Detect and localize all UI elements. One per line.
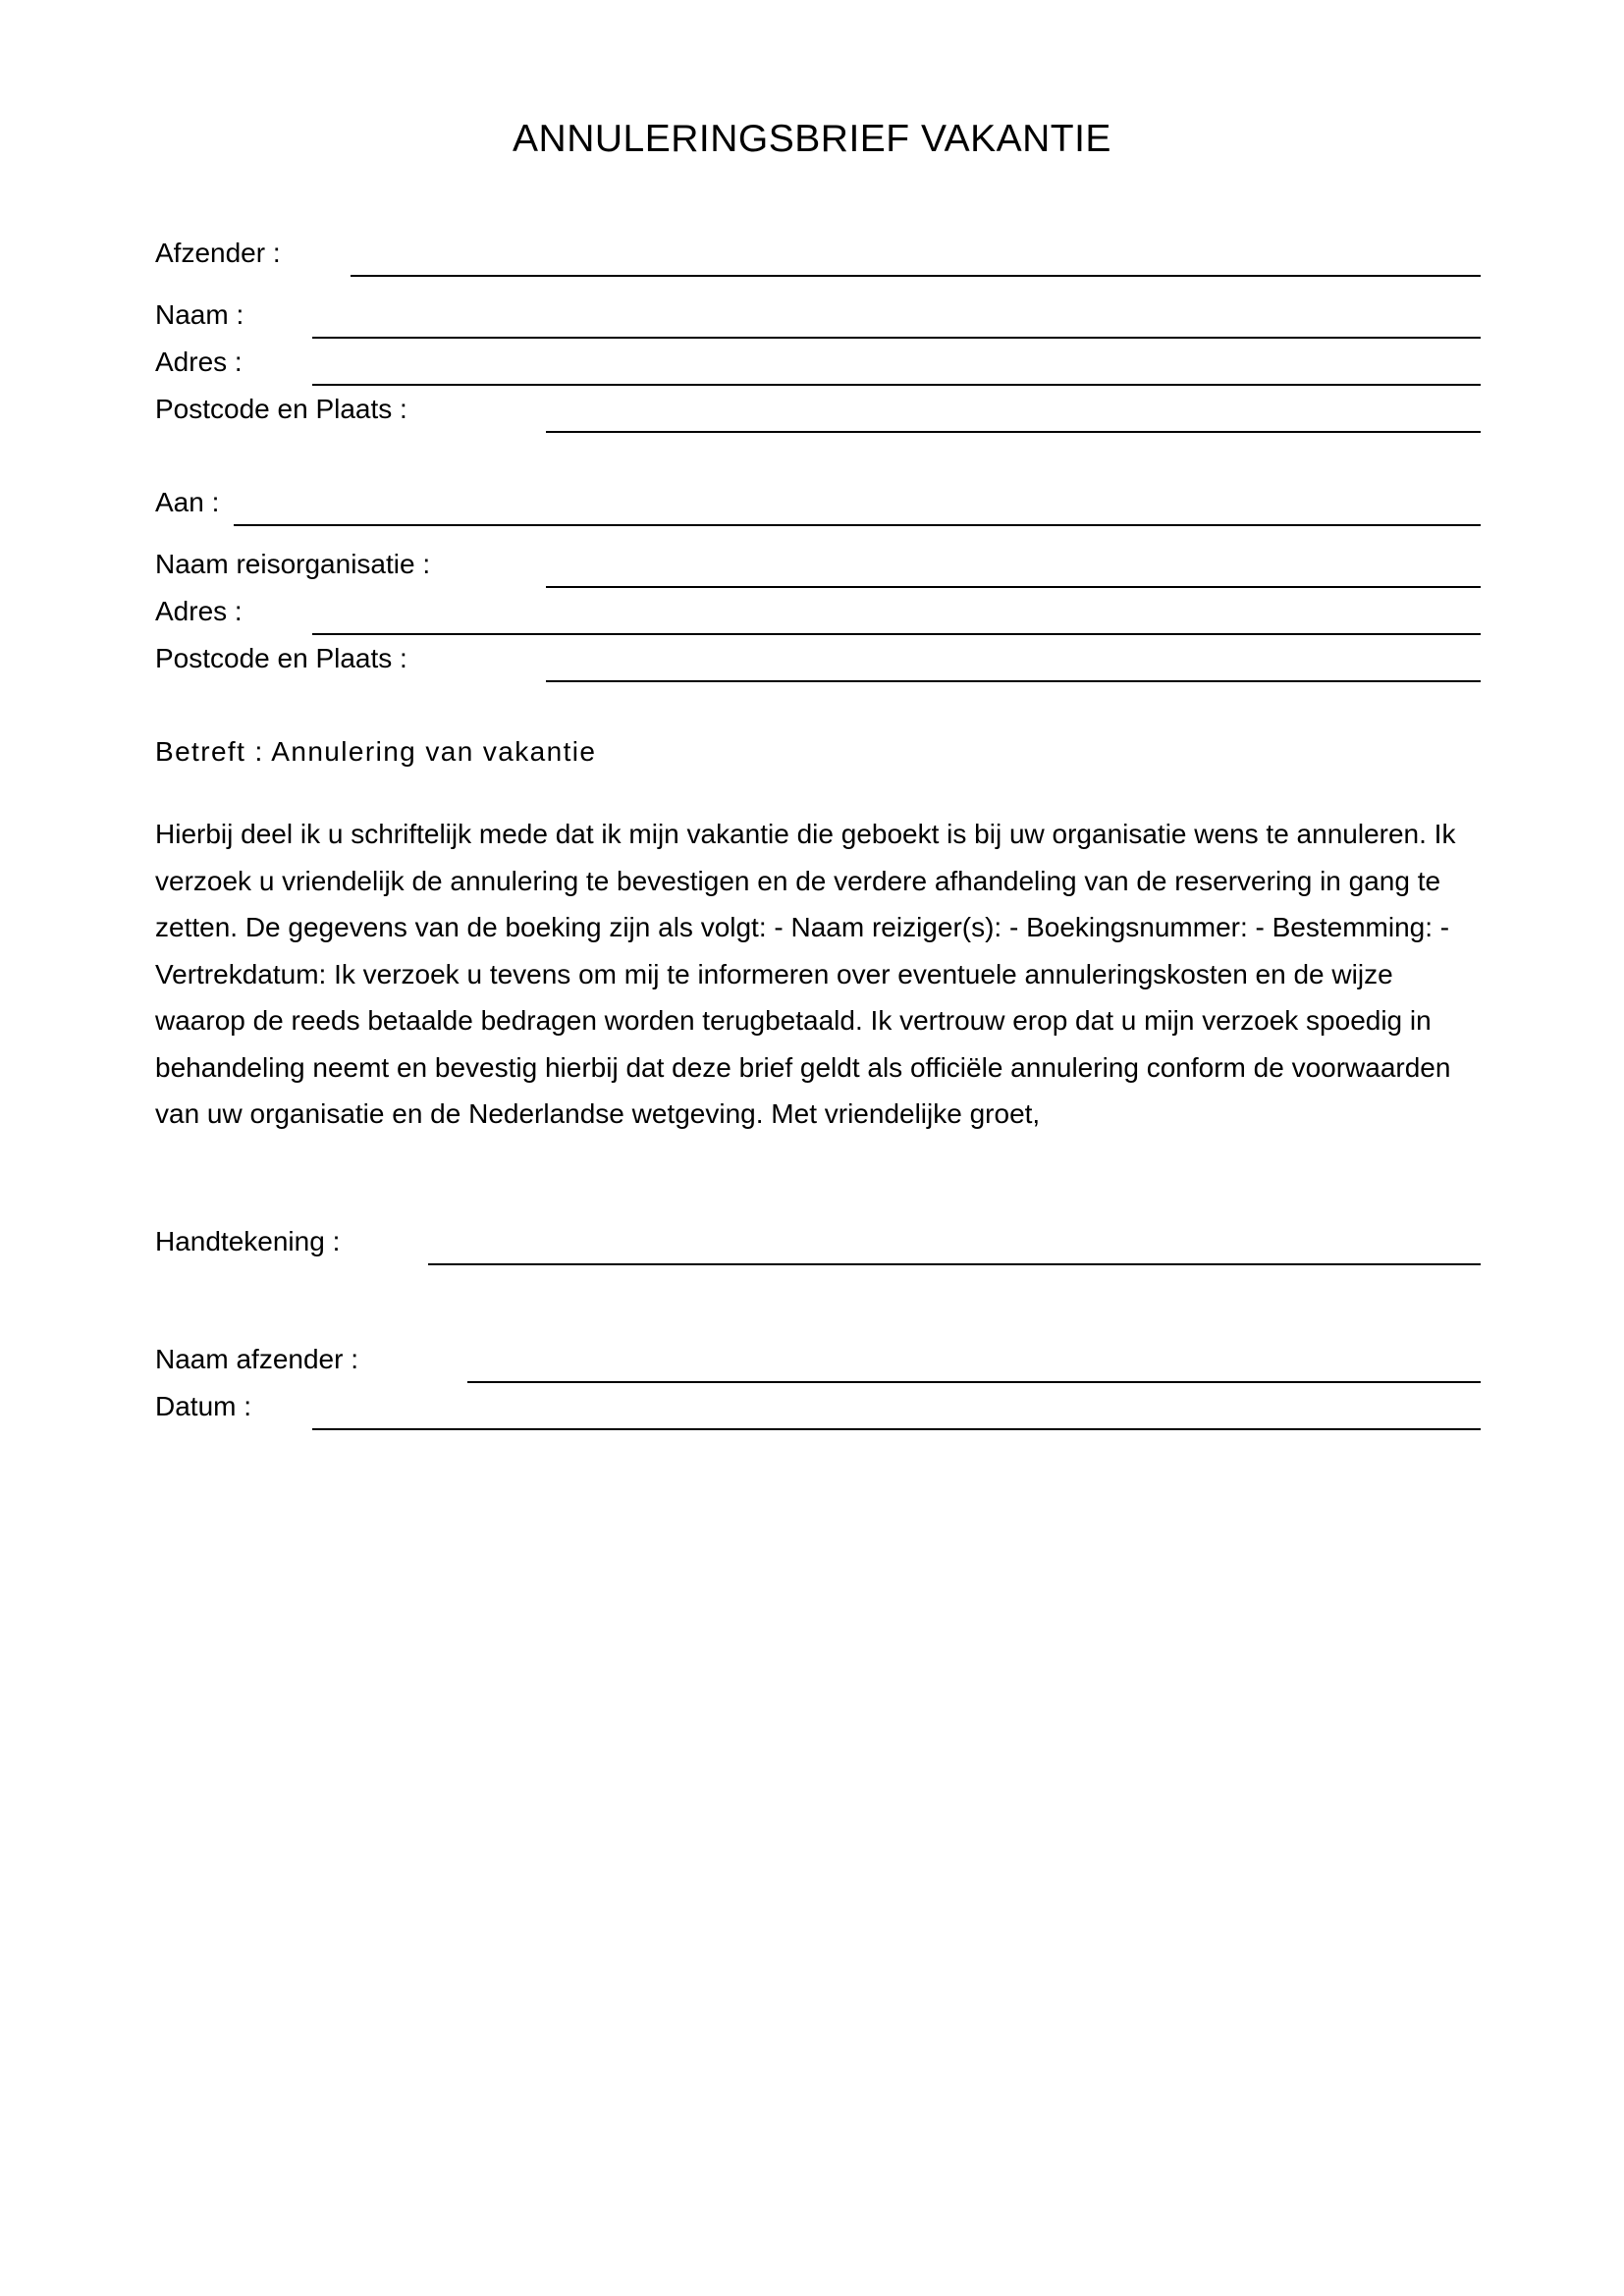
sender-postal-label: Postcode en Plaats : bbox=[155, 394, 407, 424]
sender-postal-input-line[interactable] bbox=[546, 431, 1481, 433]
sender-address-field bbox=[155, 343, 1481, 386]
letter-body: Hierbij deel ik u schriftelijk mede dat ik mijn vakantie die geboekt is bij uw organisatie wens te annuleren. Ik verzoek u vriendelijk de annulering te bevestigen en de verdere afhandeling van de reservering in gang te zetten. De gegevens van de boeking zijn als volgt: - Naam reiziger(s): - Boekingsnummer: - Bestemming: - Vertrekdatum: Ik verzoek u tevens om mij te informeren over eventuele annuleringskosten en de wijze waarop de reeds betaalde bedragen worden terugbetaald. Ik vertrouw erop dat u mijn verzoek spoedig in behandeling neemt en bevestig hierbij dat deze brief geldt als officiële annulering conform de voorwaarden van uw organisatie en de Nederlandse wetgeving. Met vriendelijke groet, bbox=[155, 819, 1456, 1129]
sender-signoff-name-input-line[interactable] bbox=[467, 1381, 1481, 1383]
sender-field bbox=[155, 234, 1481, 277]
recipient-org-input-line[interactable] bbox=[546, 586, 1481, 588]
recipient-address-label: Adres : bbox=[155, 596, 243, 626]
sender-postal-field bbox=[155, 390, 1481, 433]
subject-line: Betreft : Annulering van vakantie bbox=[155, 736, 597, 767]
recipient-postal-input-line[interactable] bbox=[546, 680, 1481, 682]
signature-field bbox=[155, 1222, 1481, 1265]
signature-label: Handtekening : bbox=[155, 1226, 341, 1256]
sender-name-field bbox=[155, 295, 1481, 339]
sender-input-line[interactable] bbox=[351, 275, 1481, 277]
sender-address-input-line[interactable] bbox=[312, 384, 1481, 386]
date-label: Datum : bbox=[155, 1391, 252, 1421]
date-field bbox=[155, 1387, 1481, 1430]
sender-name-input-line[interactable] bbox=[312, 337, 1481, 339]
sender-name-label: Naam : bbox=[155, 299, 244, 330]
recipient-org-label: Naam reisorganisatie : bbox=[155, 549, 431, 579]
sender-signoff-name-label: Naam afzender : bbox=[155, 1344, 358, 1374]
recipient-org-field bbox=[155, 545, 1481, 588]
recipient-field bbox=[155, 483, 1481, 526]
recipient-label: Aan : bbox=[155, 487, 220, 517]
sender-address-label: Adres : bbox=[155, 347, 243, 377]
recipient-address-input-line[interactable] bbox=[312, 633, 1481, 635]
document-title: ANNULERINGSBRIEF VAKANTIE bbox=[513, 118, 1111, 160]
recipient-postal-label: Postcode en Plaats : bbox=[155, 643, 407, 673]
signature-input-line[interactable] bbox=[428, 1263, 1481, 1265]
sender-signoff-name-field bbox=[155, 1340, 1481, 1383]
recipient-input-line[interactable] bbox=[234, 524, 1481, 526]
sender-label: Afzender : bbox=[155, 238, 281, 268]
date-input-line[interactable] bbox=[312, 1428, 1481, 1430]
recipient-postal-field bbox=[155, 639, 1481, 682]
recipient-address-field bbox=[155, 592, 1481, 635]
